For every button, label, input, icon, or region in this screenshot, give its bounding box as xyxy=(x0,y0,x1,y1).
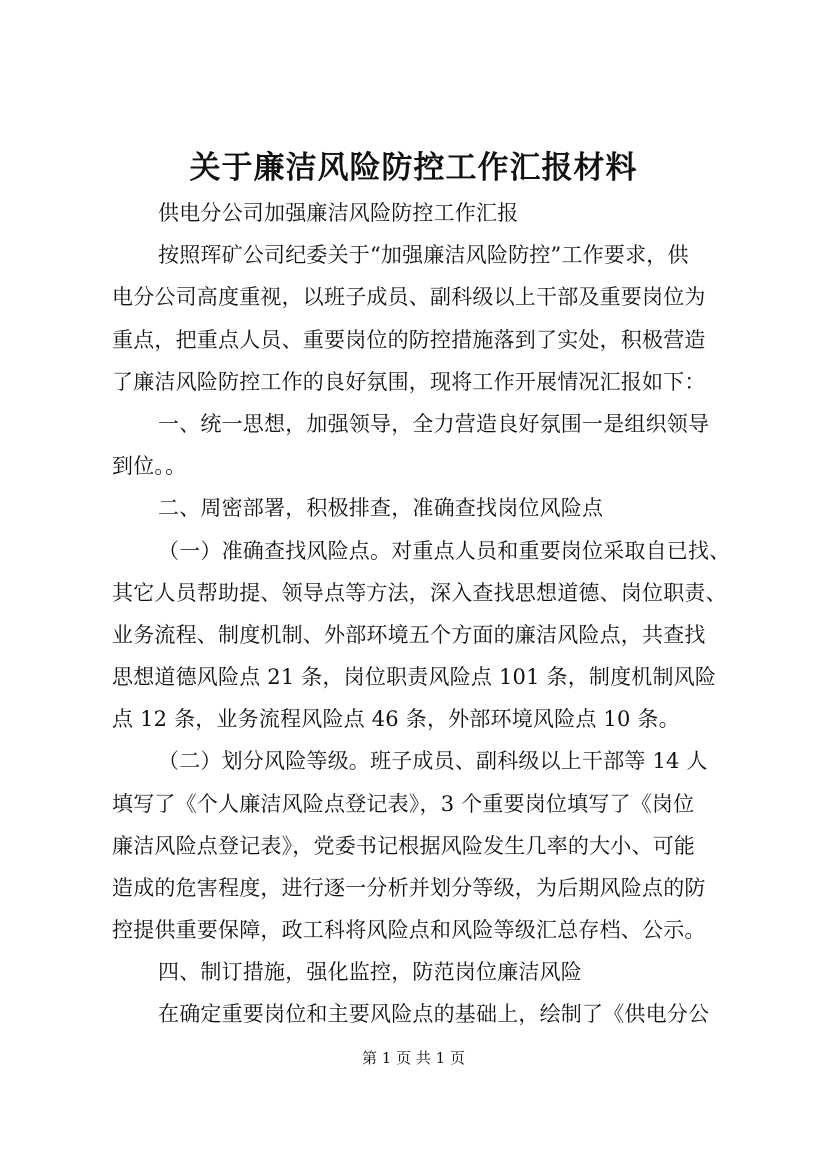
body-line: 到位。。 xyxy=(112,454,187,478)
document-title: 关于廉洁风险防控工作汇报材料 xyxy=(189,150,638,186)
body-line: 填写了《个人廉洁风险点登记表》，3 个重要岗位填写了《岗位 xyxy=(112,792,695,816)
body-line: 业务流程、制度机制、外部环境五个方面的廉洁风险点，共查找 xyxy=(112,623,706,647)
body-line: 一、统一思想，加强领导，全力营造良好氛围一是组织领导 xyxy=(158,412,710,436)
body-line: 其它人员帮助提、领导点等方法，深入查找思想道德、岗位职责、 xyxy=(112,581,727,605)
body-line: 了廉洁风险防控工作的良好氛围，现将工作开展情况汇报如下： xyxy=(112,370,706,394)
body-line: 按照珲矿公司纪委关于“加强廉洁风险防控”工作要求，供 xyxy=(158,243,689,267)
body-line: 供电分公司加强廉洁风险防控工作汇报 xyxy=(158,201,519,225)
body-line: 四、制订措施，强化监控，防范岗位廉洁风险 xyxy=(158,960,582,984)
body-line: 点 12 条，业务流程风险点 46 条，外部环境风险点 10 条。 xyxy=(112,707,680,731)
body-line: 电分公司高度重视，以班子成员、副科级以上干部及重要岗位为 xyxy=(112,285,706,309)
page-number: 第 1 页 共 1 页 xyxy=(362,1049,465,1067)
body-line: 在确定重要岗位和主要风险点的基础上，绘制了《供电分公 xyxy=(158,1002,710,1026)
body-line: 重点，把重点人员、重要岗位的防控措施落到了实处，积极营造 xyxy=(112,328,706,352)
body-line: 造成的危害程度，进行逐一分析并划分等级，为后期风险点的防 xyxy=(112,876,706,900)
body-line: （一）准确查找风险点。对重点人员和重要岗位采取自已找、 xyxy=(158,539,731,563)
body-line: 廉洁风险点登记表》，党委书记根据风险发生几率的大小、可能 xyxy=(112,834,696,858)
body-line: 控提供重要保障，政工科将风险点和风险等级汇总存档、公示。 xyxy=(112,918,706,942)
body-line: （二）划分风险等级。班子成员、副科级以上干部等 14 人 xyxy=(158,749,708,773)
body-line: 思想道德风险点 21 条，岗位职责风险点 101 条，制度机制风险 xyxy=(112,665,717,689)
body-line: 二、周密部署，积极排查，准确查找岗位风险点 xyxy=(158,496,604,520)
